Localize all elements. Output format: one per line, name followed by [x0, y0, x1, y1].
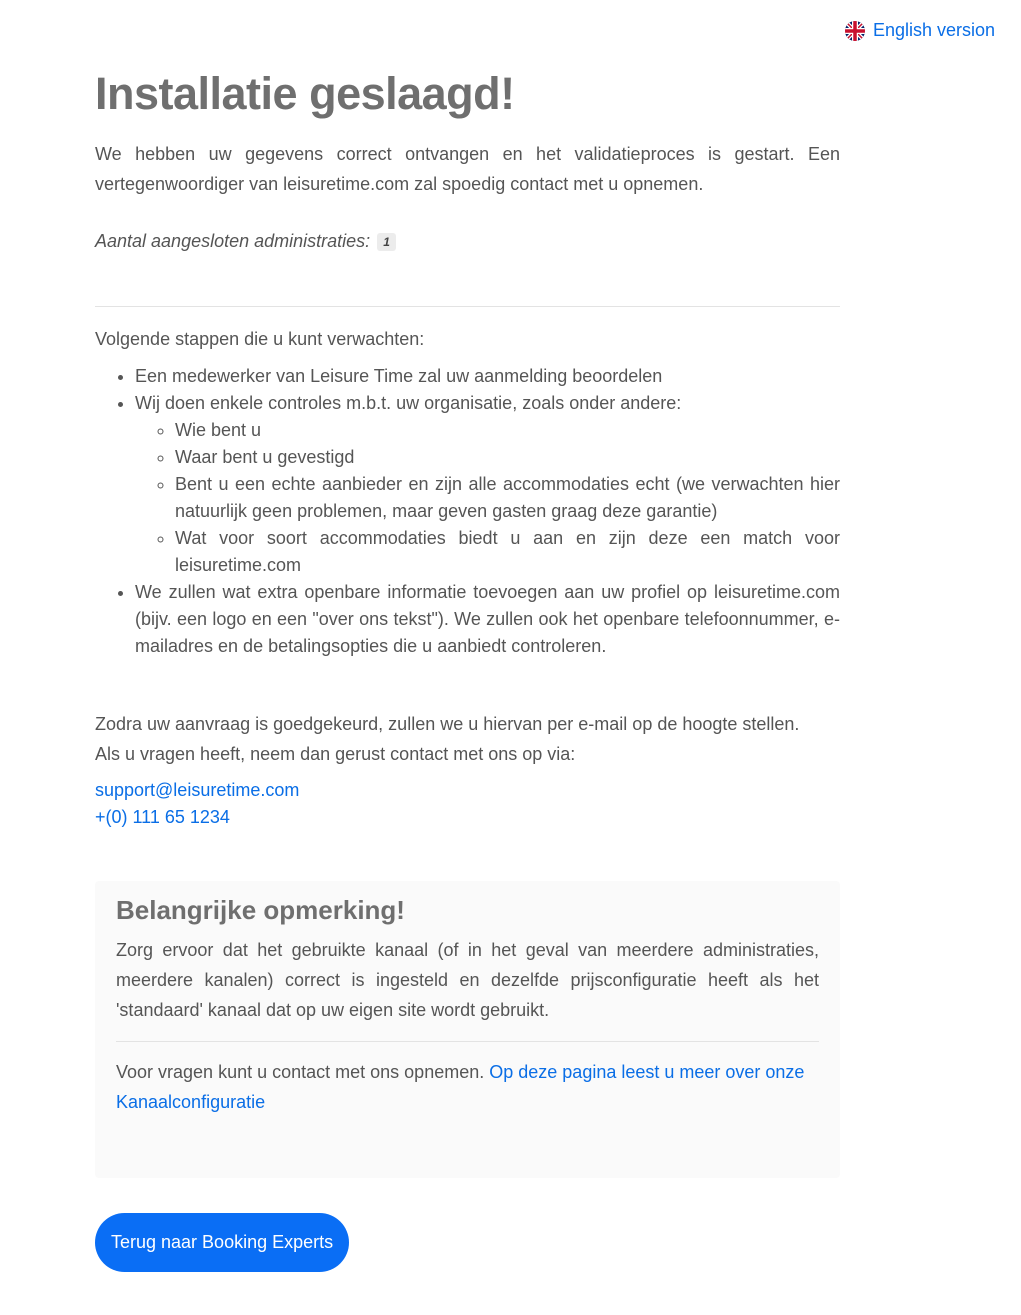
channel-config-link[interactable]: Op deze pagina leest u meer over onze Kanaalconfiguratie — [116, 1062, 805, 1112]
support-email-link[interactable]: support@leisuretime.com — [95, 780, 300, 800]
approval-text — [95, 709, 840, 769]
divider — [95, 306, 840, 307]
page-title: Installatie geslaagd! — [95, 68, 515, 119]
notice-title: Belangrijke opmerking! — [116, 895, 405, 925]
admin-count-badge: 1 — [377, 233, 396, 251]
notice-divider — [116, 1041, 819, 1042]
list-item: • We zullen wat extra openbare informatie toevoegen aan uw profiel op leisuretime.com (bijv. een logo en een "over ons tekst"). We zullen ook het openbare telefoonnummer, e-mailadres en de betalingsopties die u aanbiedt controleren. — [135, 579, 840, 660]
next-steps-title: Volgende stappen die u kunt verwachten: — [95, 329, 425, 349]
notice-question-text: Voor vragen kunt u contact met ons opnemen. — [116, 1062, 485, 1082]
approval-line-2: Als u vragen heeft, neem dan gerust contact met ons op via: — [95, 744, 576, 764]
intro-text: We hebben uw gegevens correct ontvangen en het validatieproces is gestart. Een vertegenwoordiger van leisuretime.com zal spoedig contact met u opnemen. — [95, 144, 840, 194]
admin-count — [95, 226, 840, 256]
approval-line-1: Zodra uw aanvraag is goedgekeurd, zullen we u hiervan per e-mail op de hoogte stellen. — [95, 714, 800, 734]
sub-list-item: ◦ Bent u een echte aanbieder en zijn alle accommodaties echt (we verwachten hier natuurlijk geen problemen, maar geven gasten graag deze garantie) — [175, 471, 840, 525]
checks-sublist — [135, 417, 840, 579]
english-version-label[interactable]: English version — [872, 20, 995, 40]
uk-flag-icon — [845, 21, 865, 41]
contact-links — [95, 777, 840, 831]
sub-list-item: ◦ Waar bent u gevestigd — [175, 444, 840, 471]
list-item-text: Wij doen enkele controles m.b.t. uw organisatie, zoals onder andere: — [135, 393, 682, 413]
important-notice — [95, 881, 840, 1178]
next-steps-list — [95, 363, 840, 660]
list-item — [135, 390, 840, 579]
sub-list-item: ◦ Wat voor soort accommodaties biedt u aan en zijn deze een match voor leisuretime.com — [175, 525, 840, 579]
admin-count-label: Aantal aangesloten administraties: — [95, 231, 371, 251]
notice-footer — [116, 1057, 819, 1117]
back-to-booking-experts-button[interactable]: Terug naar Booking Experts — [95, 1213, 349, 1272]
support-phone-link[interactable]: +(0) 111 65 1234 — [95, 807, 230, 827]
sub-list-item: ◦ Wie bent u — [175, 417, 840, 444]
list-item: • Een medewerker van Leisure Time zal uw aanmelding beoordelen — [135, 363, 840, 390]
notice-body: Zorg ervoor dat het gebruikte kanaal (of in het geval van meerdere administraties, meerdere kanalen) correct is ingesteld en dezelfde prijsconfiguratie heeft als het 'standaard' kanaal dat op uw eigen site wordt gebruikt. — [116, 940, 819, 1020]
main-content — [95, 66, 840, 1178]
english-version-link[interactable] — [845, 20, 995, 41]
